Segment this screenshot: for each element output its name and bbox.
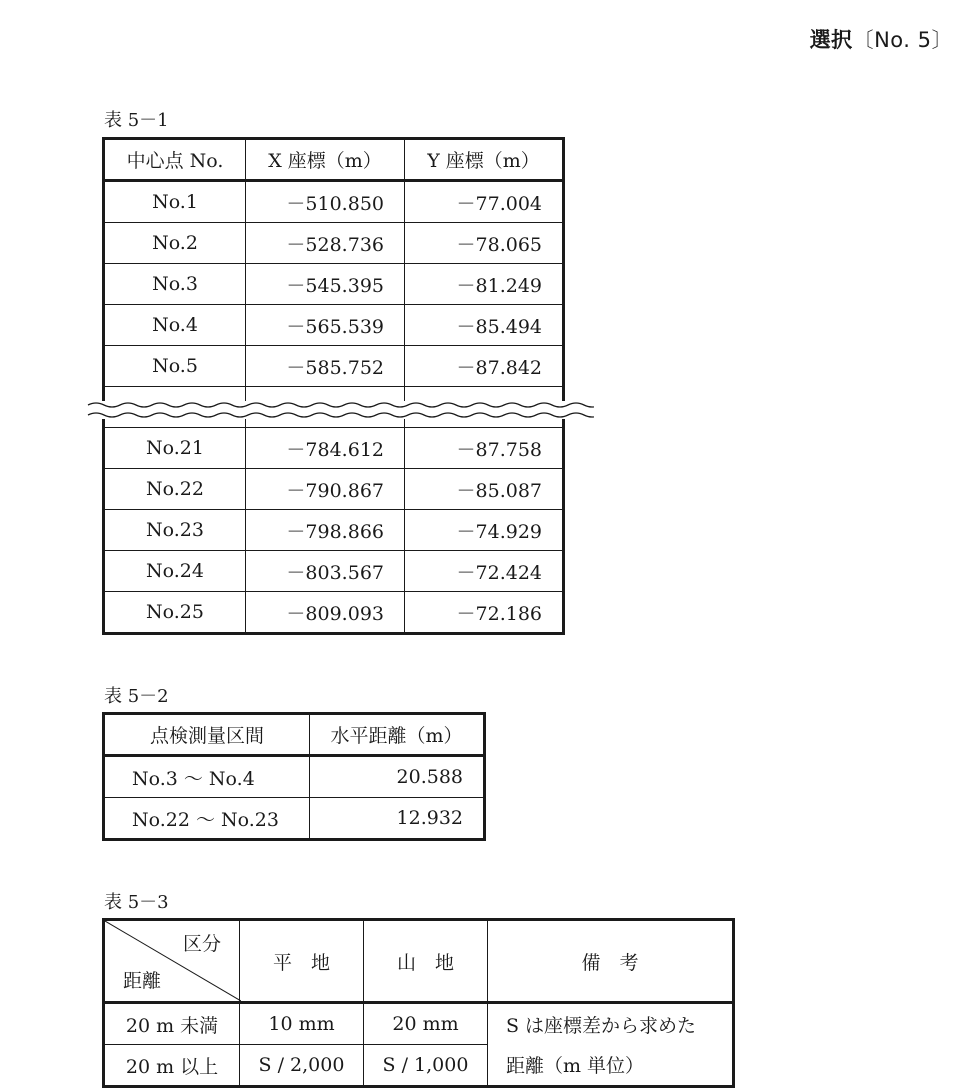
table-row xyxy=(104,469,564,510)
point-no-cell: No.25 xyxy=(104,592,246,634)
coordinates-table xyxy=(102,137,565,635)
point-no-cell: No.22 xyxy=(104,469,246,510)
mountain-tolerance-cell: S / 1,000 xyxy=(364,1045,488,1087)
table-row xyxy=(104,223,564,264)
header-number: 〔No. 5〕 xyxy=(852,28,953,52)
section-cell: No.3 ～ No.4 xyxy=(104,756,310,798)
x-coord-cell: －803.567 xyxy=(246,551,405,592)
check-survey-table xyxy=(102,712,486,841)
table-header-row xyxy=(104,920,734,1003)
table-row xyxy=(104,592,564,634)
header-mountain: 山 地 xyxy=(364,920,488,1003)
header-survey-section: 点検測量区間 xyxy=(104,714,310,756)
table1-caption: 表 5－1 xyxy=(104,110,169,131)
x-coord-cell: －790.867 xyxy=(246,469,405,510)
table-row xyxy=(104,1045,734,1087)
point-no-cell: No.23 xyxy=(104,510,246,551)
table-row xyxy=(104,264,564,305)
table-row xyxy=(104,305,564,346)
y-coord-cell: －74.929 xyxy=(405,510,564,551)
x-coord-cell: －798.866 xyxy=(246,510,405,551)
table-header-row xyxy=(104,714,485,756)
table-row xyxy=(104,756,485,798)
table-row xyxy=(104,510,564,551)
corner-category-label: 区分 xyxy=(182,933,221,955)
x-coord-cell: －809.093 xyxy=(246,592,405,634)
header-horizontal-distance: 水平距離（m） xyxy=(310,714,485,756)
table3-caption: 表 5－3 xyxy=(104,892,169,913)
header-flat-land: 平 地 xyxy=(240,920,364,1003)
header-center-point: 中心点 No. xyxy=(104,139,246,181)
table-row xyxy=(104,428,564,469)
y-coord-cell: －85.087 xyxy=(405,469,564,510)
y-coord-cell: －77.004 xyxy=(405,181,564,223)
table-row xyxy=(104,346,564,387)
y-coord-cell: －87.758 xyxy=(405,428,564,469)
omission-wave-mark xyxy=(84,393,594,427)
tolerance-table xyxy=(102,918,735,1088)
mountain-tolerance-cell: 20 mm xyxy=(364,1003,488,1045)
y-coord-cell: －78.065 xyxy=(405,223,564,264)
section-cell: No.22 ～ No.23 xyxy=(104,798,310,840)
x-coord-cell: －784.612 xyxy=(246,428,405,469)
x-coord-cell: －510.850 xyxy=(246,181,405,223)
distance-cell: 20.588 xyxy=(310,756,485,798)
remarks-line-1: S は座標差から求めた xyxy=(488,1003,734,1045)
point-no-cell: No.3 xyxy=(104,264,246,305)
header-x-coord: X 座標（m） xyxy=(246,139,405,181)
y-coord-cell: －87.842 xyxy=(405,346,564,387)
header-remarks: 備 考 xyxy=(488,920,734,1003)
table-row xyxy=(104,798,485,840)
x-coord-cell: －565.539 xyxy=(246,305,405,346)
x-coord-cell: －528.736 xyxy=(246,223,405,264)
point-no-cell: No.5 xyxy=(104,346,246,387)
header-select-label: 選択 xyxy=(809,28,853,52)
distance-cell: 12.932 xyxy=(310,798,485,840)
table-header-row xyxy=(104,139,564,181)
remarks-line-2: 距離（m 単位） xyxy=(488,1045,734,1087)
point-no-cell: No.2 xyxy=(104,223,246,264)
x-coord-cell: －545.395 xyxy=(246,264,405,305)
distance-cell: 20 m 以上 xyxy=(104,1045,240,1087)
flat-tolerance-cell: 10 mm xyxy=(240,1003,364,1045)
point-no-cell: No.21 xyxy=(104,428,246,469)
x-coord-cell: －585.752 xyxy=(246,346,405,387)
diagonal-corner-cell xyxy=(104,920,240,1003)
table2-caption: 表 5－2 xyxy=(104,686,169,707)
flat-tolerance-cell: S / 2,000 xyxy=(240,1045,364,1087)
question-header xyxy=(810,24,953,54)
table-row xyxy=(104,181,564,223)
table-row xyxy=(104,1003,734,1045)
y-coord-cell: －72.186 xyxy=(405,592,564,634)
point-no-cell: No.4 xyxy=(104,305,246,346)
point-no-cell: No.1 xyxy=(104,181,246,223)
y-coord-cell: －72.424 xyxy=(405,551,564,592)
y-coord-cell: －81.249 xyxy=(405,264,564,305)
y-coord-cell: －85.494 xyxy=(405,305,564,346)
distance-cell: 20 m 未満 xyxy=(104,1003,240,1045)
header-y-coord: Y 座標（m） xyxy=(405,139,564,181)
table-row xyxy=(104,551,564,592)
corner-distance-label: 距離 xyxy=(123,970,162,992)
point-no-cell: No.24 xyxy=(104,551,246,592)
